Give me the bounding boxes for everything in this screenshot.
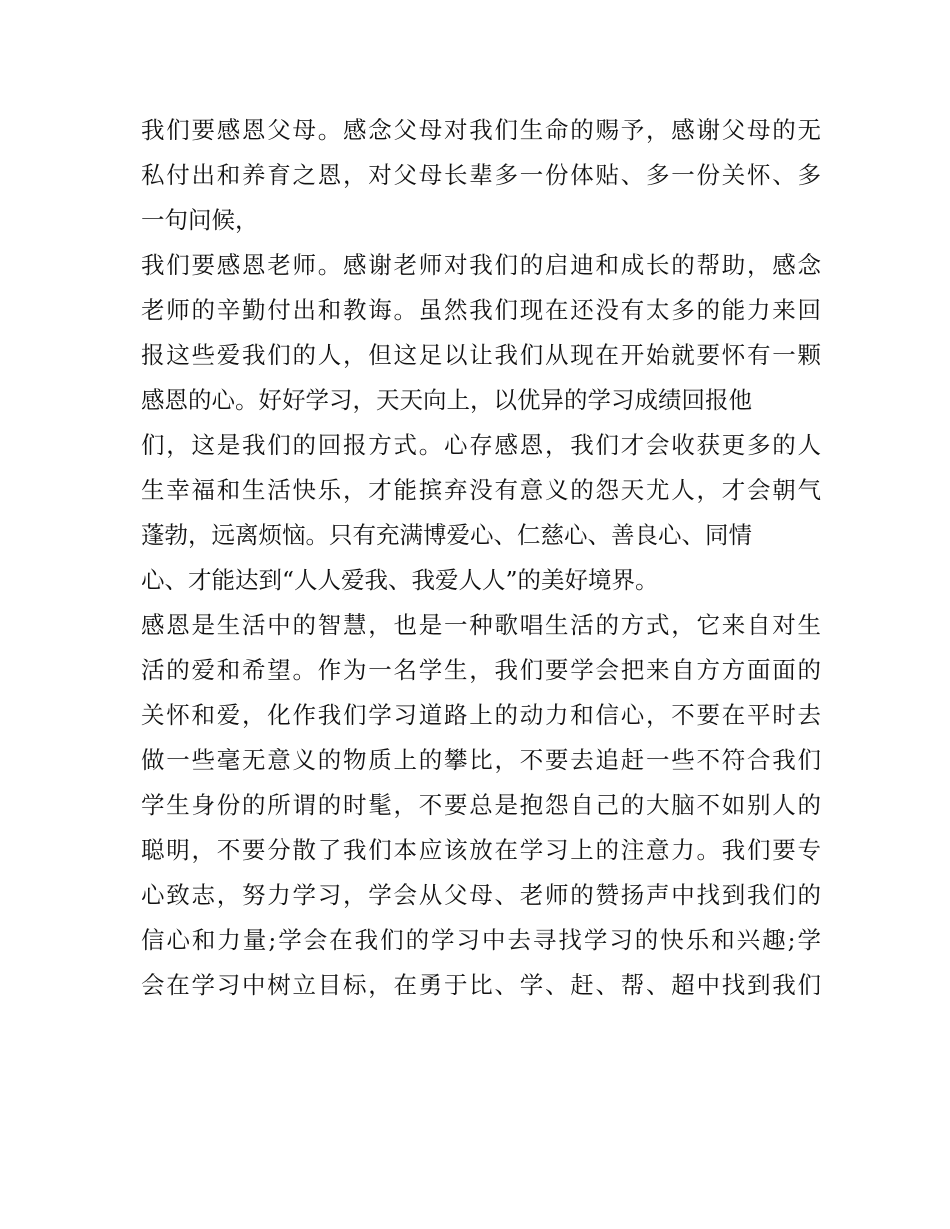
text-line: 蓬勃，远离烦恼。只有充满博爱心、仁慈心、善良心、同情 xyxy=(141,521,752,549)
text-line: 信心和力量;学会在我们的学习中去寻找学习的快乐和兴趣;学 xyxy=(141,926,821,954)
text-line: 心致志，努力学习，学会从父母、老师的赞扬声中找到我们的 xyxy=(141,881,821,909)
text-line: 一句问候， xyxy=(141,206,259,234)
text-line: 老师的辛勤付出和教诲。虽然我们现在还没有太多的能力来回 xyxy=(141,296,821,324)
text-line: 我们要感恩父母。感念父母对我们生命的赐予，感谢父母的无 xyxy=(141,116,821,144)
text-line: 做一些毫无意义的物质上的攀比，不要去追赶一些不符合我们 xyxy=(141,746,821,774)
text-line: 会在学习中树立目标，在勇于比、学、赶、帮、超中找到我们 xyxy=(141,971,821,999)
text-line: 心、才能达到“人人爱我、我爱人人”的美好境界。 xyxy=(141,566,659,594)
text-line: 们，这是我们的回报方式。心存感恩，我们才会收获更多的人 xyxy=(141,431,821,459)
body-text xyxy=(141,108,821,1008)
text-line: 我们要感恩老师。感谢老师对我们的启迪和成长的帮助，感念 xyxy=(141,251,821,279)
text-line: 感恩是生活中的智慧，也是一种歌唱生活的方式，它来自对生 xyxy=(141,611,821,639)
text-line: 学生身份的所谓的时髦，不要总是抱怨自己的大脑不如别人的 xyxy=(141,791,821,819)
text-line: 私付出和养育之恩，对父母长辈多一份体贴、多一份关怀、多 xyxy=(141,161,821,189)
text-line: 感恩的心。好好学习，天天向上，以优异的学习成绩回报他 xyxy=(141,386,752,414)
text-line: 报这些爱我们的人，但这足以让我们从现在开始就要怀有一颗 xyxy=(141,341,821,369)
text-line: 活的爱和希望。作为一名学生，我们要学会把来自方方面面的 xyxy=(141,656,821,684)
text-line: 关怀和爱，化作我们学习道路上的动力和信心，不要在平时去 xyxy=(141,701,821,729)
text-line: 聪明，不要分散了我们本应该放在学习上的注意力。我们要专 xyxy=(141,836,821,864)
text-line: 生幸福和生活快乐，才能摈弃没有意义的怨天尤人，才会朝气 xyxy=(141,476,821,504)
